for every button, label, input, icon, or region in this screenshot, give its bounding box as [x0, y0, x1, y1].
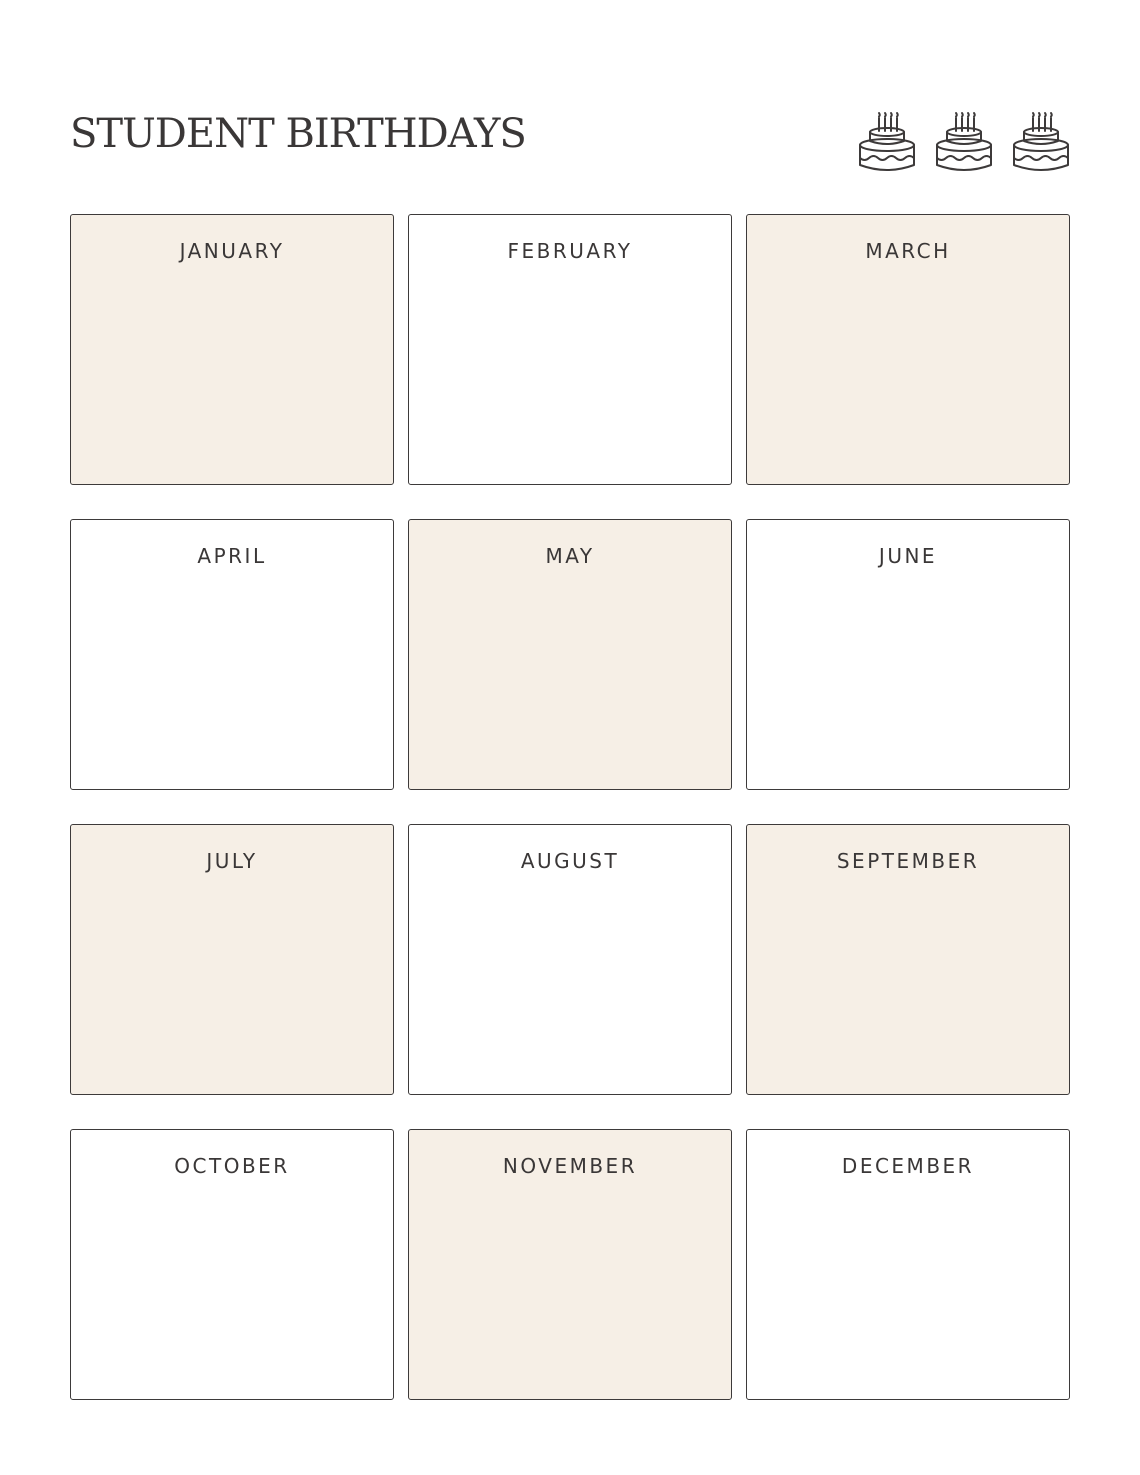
birthday-entry-area[interactable] — [757, 1190, 1059, 1389]
month-label: DECEMBER — [841, 1154, 975, 1178]
page-title: STUDENT BIRTHDAYS — [70, 111, 526, 157]
birthday-entry-area[interactable] — [419, 885, 721, 1084]
birthday-entry-area[interactable] — [419, 275, 721, 474]
month-label: APRIL — [197, 544, 267, 568]
cake-decorations — [856, 110, 1072, 180]
month-label: NOVEMBER — [502, 1154, 638, 1178]
month-label: SEPTEMBER — [836, 849, 980, 873]
month-box-november[interactable] — [408, 1129, 732, 1400]
month-label: MARCH — [865, 239, 951, 263]
month-box-september[interactable] — [746, 824, 1070, 1095]
month-box-april[interactable] — [70, 519, 394, 790]
month-label: JANUARY — [179, 239, 285, 263]
birthday-entry-area[interactable] — [757, 885, 1059, 1084]
month-label: FEBRUARY — [507, 239, 633, 263]
month-box-july[interactable] — [70, 824, 394, 1095]
birthday-entry-area[interactable] — [81, 275, 383, 474]
birthday-entry-area[interactable] — [757, 580, 1059, 779]
month-label: JULY — [206, 849, 258, 873]
birthday-entry-area[interactable] — [81, 885, 383, 1084]
birthday-entry-area[interactable] — [81, 1190, 383, 1389]
birthday-entry-area[interactable] — [419, 580, 721, 779]
birthday-cake-icon — [933, 110, 995, 178]
month-box-august[interactable] — [408, 824, 732, 1095]
month-label: OCTOBER — [174, 1154, 290, 1178]
birthday-cake-icon — [856, 110, 918, 178]
month-grid — [70, 214, 1070, 1400]
month-label: JUNE — [878, 544, 938, 568]
month-box-june[interactable] — [746, 519, 1070, 790]
birthday-cake-icon — [1010, 110, 1072, 178]
birthday-entry-area[interactable] — [419, 1190, 721, 1389]
month-box-january[interactable] — [70, 214, 394, 485]
month-label: MAY — [545, 544, 595, 568]
month-label: AUGUST — [520, 849, 620, 873]
month-box-may[interactable] — [408, 519, 732, 790]
birthday-entry-area[interactable] — [81, 580, 383, 779]
month-box-december[interactable] — [746, 1129, 1070, 1400]
birthday-entry-area[interactable] — [757, 275, 1059, 474]
month-box-february[interactable] — [408, 214, 732, 485]
month-box-october[interactable] — [70, 1129, 394, 1400]
month-box-march[interactable] — [746, 214, 1070, 485]
